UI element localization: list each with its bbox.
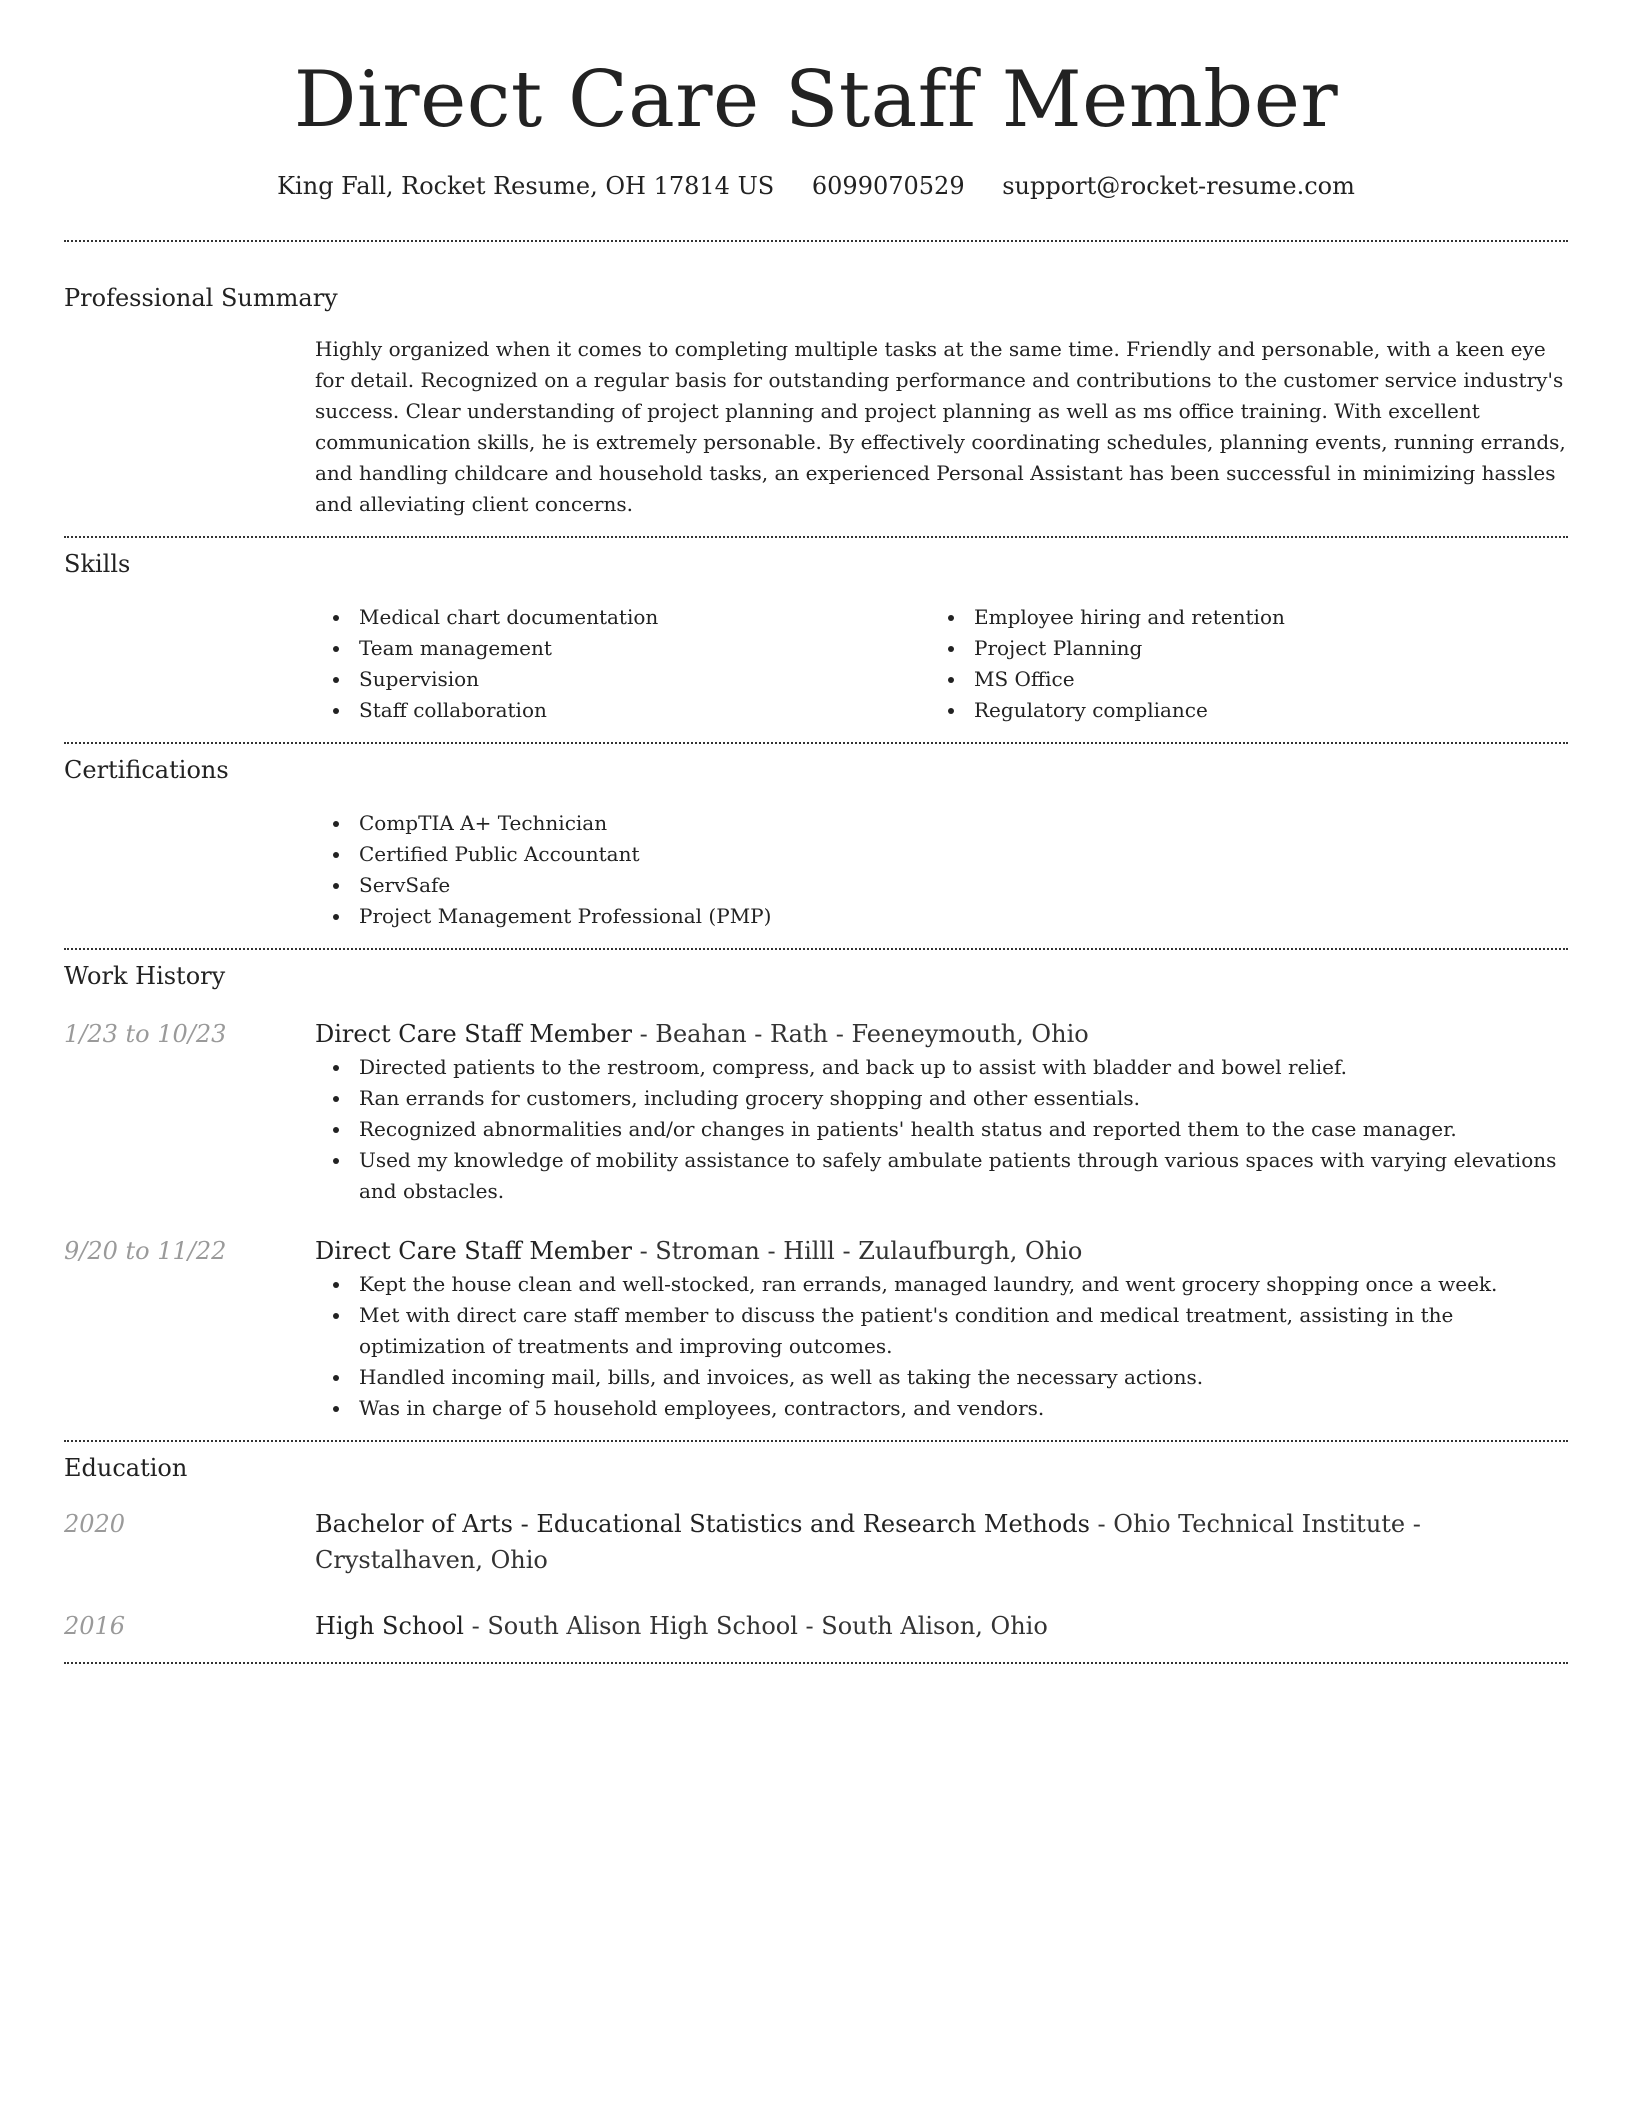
resume-header	[64, 0, 1568, 202]
education-section	[64, 1442, 1568, 1662]
summary-text: Highly organized when it comes to completing multiple tasks at the same time. Friendly and personable, with a keen eye for detail. Recognized on a regular basis for outstanding performance and contributions to the customer service industry's success. Clear understanding of project planning and project planning as well as ms office training. With excellent communication skills, he is extremely personable. By effectively coordinating schedules, planning events, running errands, and handling childcare and household tasks, an experienced Personal Assistant has been successful in minimizing hassles and alleviating client concerns.	[315, 337, 1566, 516]
list-item: Regulatory compliance	[974, 695, 1545, 726]
job-main	[315, 1233, 1568, 1424]
work-history-title: Work History	[64, 962, 226, 990]
list-item: ServSafe	[359, 870, 1568, 901]
education-entry	[64, 1506, 1568, 1578]
education-degree: High School	[315, 1612, 464, 1640]
list-item: Team management	[359, 633, 930, 664]
list-item: Project Management Professional (PMP)	[359, 901, 1568, 932]
job-duties	[315, 1269, 1568, 1424]
list-item: Recognized abnormalities and/or changes in patients' health status and reported them to the case manager.	[359, 1114, 1568, 1145]
certifications-body	[315, 808, 1568, 932]
job-dates: 1/23 to 10/23	[64, 1020, 227, 1048]
job-duties	[315, 1052, 1568, 1207]
list-item: MS Office	[974, 664, 1545, 695]
job-role: Direct Care Staff Member	[315, 1237, 632, 1265]
skills-column-left	[315, 602, 930, 726]
list-item: Ran errands for customers, including grocery shopping and other essentials.	[359, 1083, 1568, 1114]
list-item: Certified Public Accountant	[359, 839, 1568, 870]
certifications-title: Certifications	[64, 756, 229, 784]
list-item: Staff collaboration	[359, 695, 930, 726]
list-item: CompTIA A+ Technician	[359, 808, 1568, 839]
contact-phone: 6099070529	[811, 172, 965, 200]
education-main	[315, 1608, 1568, 1644]
candidate-name: Direct Care Staff Member	[293, 55, 1339, 145]
education-title: Education	[64, 1454, 188, 1482]
skills-list-left	[315, 602, 930, 726]
contact-email: support@rocket-resume.com	[1002, 172, 1355, 200]
education-year: 2016	[64, 1612, 126, 1640]
skills-column-right	[930, 602, 1545, 726]
education-degree: Bachelor of Arts - Educational Statistics and Research Methods	[315, 1510, 1090, 1538]
divider	[64, 1662, 1568, 1664]
list-item: Used my knowledge of mobility assistance to safely ambulate patients through various spaces with varying elevations and obstacles.	[359, 1145, 1568, 1207]
skills-list-right	[930, 602, 1545, 726]
education-school: - Ohio Technical Institute - Crystalhaven, Ohio	[315, 1510, 1421, 1574]
contact-address: King Fall, Rocket Resume, OH 17814 US	[277, 172, 775, 200]
certifications-list	[315, 808, 1568, 932]
contact-line	[64, 170, 1568, 202]
list-item: Met with direct care staff member to discuss the patient's condition and medical treatment, assisting in the optimization of treatments and improving outcomes.	[359, 1300, 1568, 1362]
skills-section	[64, 538, 1568, 742]
job-dates: 9/20 to 11/22	[64, 1237, 227, 1265]
summary-section	[64, 242, 1568, 536]
list-item: Was in charge of 5 household employees, contractors, and vendors.	[359, 1393, 1568, 1424]
job-entry	[64, 1016, 1568, 1207]
list-item: Handled incoming mail, bills, and invoices, as well as taking the necessary actions.	[359, 1362, 1568, 1393]
education-heading	[315, 1506, 1568, 1578]
work-history-section	[64, 950, 1568, 1440]
job-heading	[315, 1016, 1568, 1052]
job-role: Direct Care Staff Member	[315, 1020, 632, 1048]
education-main	[315, 1506, 1568, 1578]
skills-grid	[315, 602, 1568, 726]
job-main	[315, 1016, 1568, 1207]
job-employer: - Stroman - Hilll - Zulaufburgh, Ohio	[631, 1237, 1083, 1265]
list-item: Supervision	[359, 664, 930, 695]
education-heading	[315, 1608, 1568, 1644]
list-item: Project Planning	[974, 633, 1545, 664]
list-item: Medical chart documentation	[359, 602, 930, 633]
list-item: Directed patients to the restroom, compress, and back up to assist with bladder and bowel relief.	[359, 1052, 1568, 1083]
list-item: Employee hiring and retention	[974, 602, 1545, 633]
job-entry	[64, 1233, 1568, 1424]
list-item: Kept the house clean and well-stocked, ran errands, managed laundry, and went grocery shopping once a week.	[359, 1269, 1568, 1300]
summary-body	[315, 334, 1568, 520]
job-heading	[315, 1233, 1568, 1269]
job-employer: - Beahan - Rath - Feeneymouth, Ohio	[631, 1020, 1089, 1048]
certifications-section	[64, 744, 1568, 948]
skills-title: Skills	[64, 550, 131, 578]
summary-title: Professional Summary	[64, 284, 338, 312]
education-entry	[64, 1608, 1568, 1644]
education-year: 2020	[64, 1510, 126, 1538]
education-school: - South Alison High School - South Alison, Ohio	[463, 1612, 1048, 1640]
